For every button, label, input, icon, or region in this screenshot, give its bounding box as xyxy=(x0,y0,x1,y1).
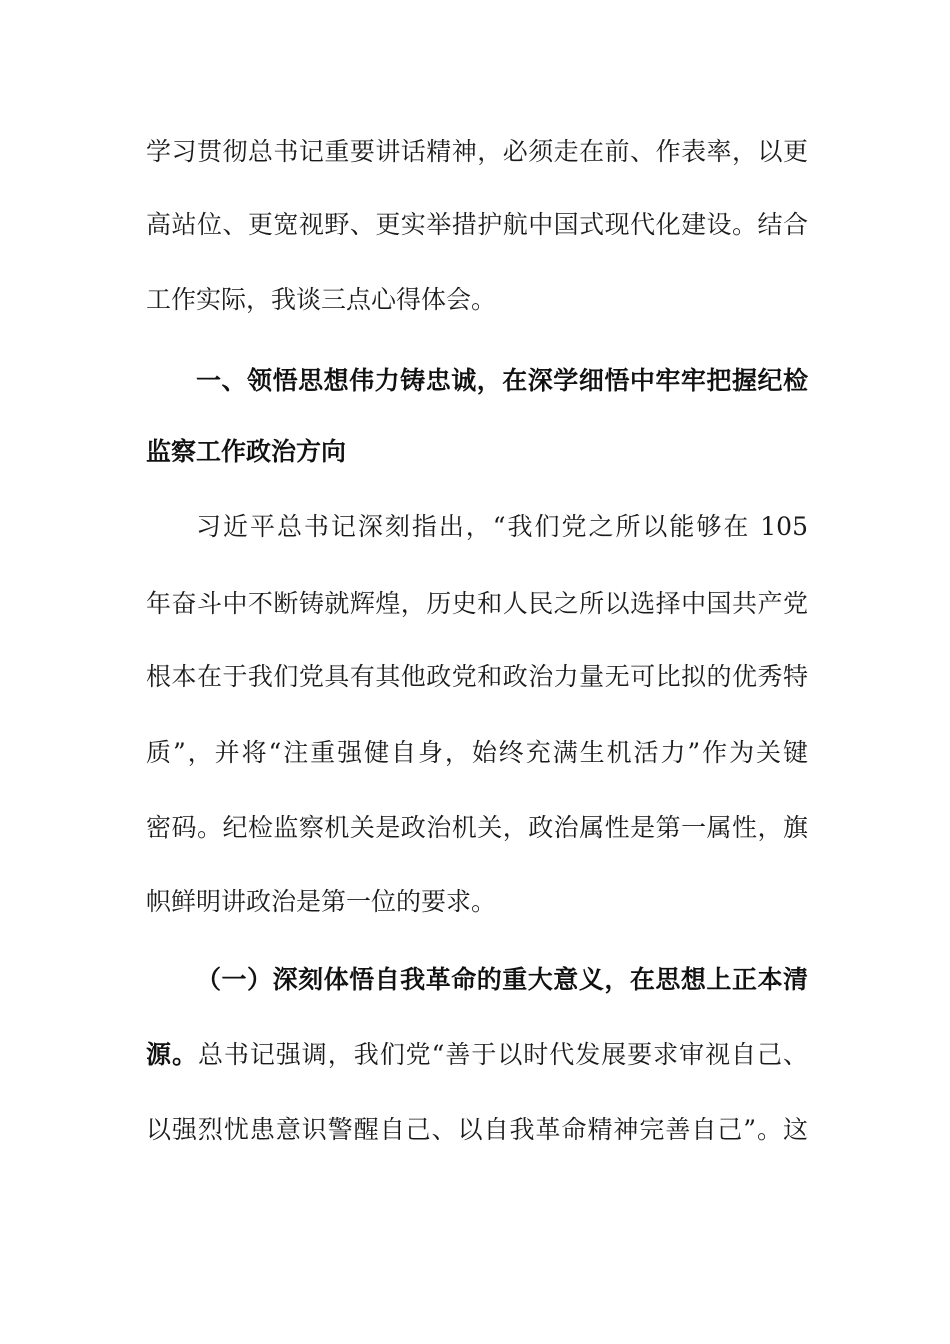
intro-line-3: 工作实际，我谈三点心得体会。 xyxy=(146,285,497,314)
heading-1-line-1: 一、领悟思想伟力铸忠诚，在深学细悟中牢牢把握纪检 xyxy=(196,366,808,395)
paragraph-2-line-2: 年奋斗中不断铸就辉煌，历史和人民之所以选择中国共产党 xyxy=(146,589,808,618)
subheading-1-line-2 xyxy=(146,1035,808,1075)
subheading-1-bold-end: 源。 xyxy=(146,1040,198,1069)
paragraph-2-line-5: 密码。纪检监察机关是政治机关，政治属性是第一属性，旗 xyxy=(146,813,808,842)
subheading-1-line-1: （一）深刻体悟自我革命的重大意义，在思想上正本清 xyxy=(196,965,808,994)
paragraph-2-line-4: 质”，并将“注重强健自身，始终充满生机活力”作为关键 xyxy=(146,738,808,767)
paragraph-2-line-1: 习近平总书记深刻指出，“我们党之所以能够在 105 xyxy=(196,512,808,541)
paragraph-2-line-6: 帜鲜明讲政治是第一位的要求。 xyxy=(146,887,497,916)
subheading-1-line-3: 以强烈忧患意识警醒自己、以自我革命精神完善自己”。这 xyxy=(146,1115,808,1144)
intro-line-1: 学习贯彻总书记重要讲话精神，必须走在前、作表率，以更 xyxy=(146,137,808,166)
subheading-1-line-2-text: 总书记强调，我们党“善于以时代发展要求审视自己、 xyxy=(197,1040,808,1069)
intro-line-2: 高站位、更宽视野、更实举措护航中国式现代化建设。结合 xyxy=(146,210,808,239)
heading-1-line-2: 监察工作政治方向 xyxy=(146,437,347,466)
paragraph-2-line-3: 根本在于我们党具有其他政党和政治力量无可比拟的优秀特 xyxy=(146,662,808,691)
